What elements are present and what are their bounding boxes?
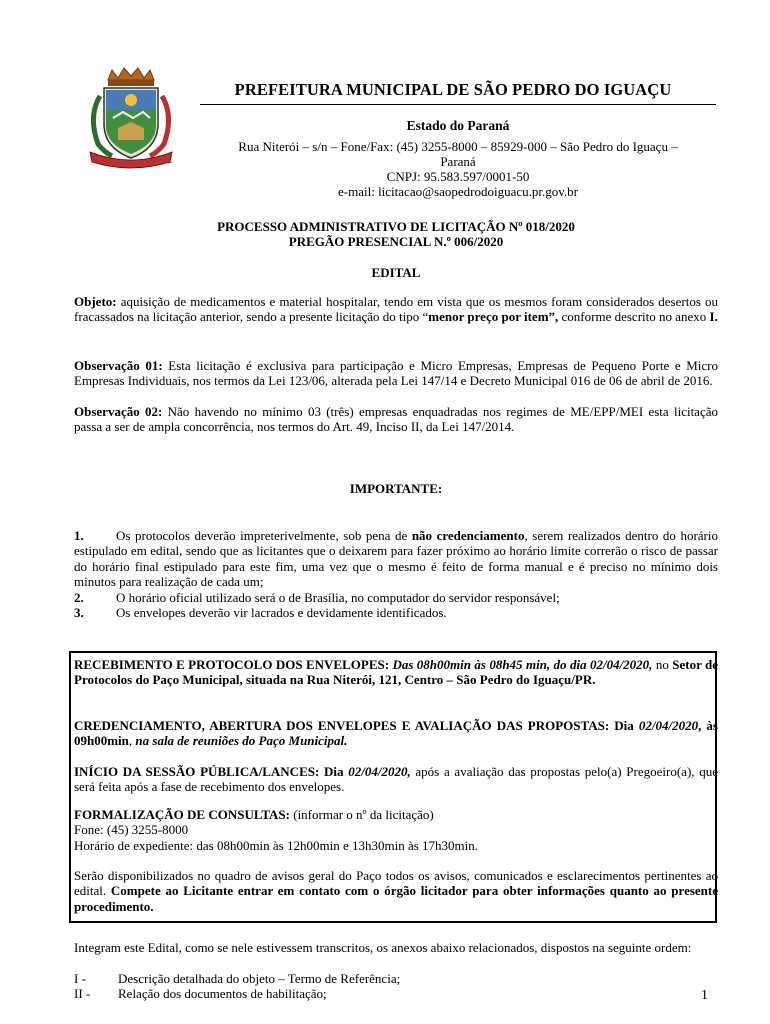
process-number: PROCESSO ADMINISTRATIVO DE LICITAÇÃO Nº 018/2020 (217, 219, 575, 234)
avisos-text: Serão disponibilizados no quadro de avisos geral do Paço todos os avisos, comunicados e esclarecimentos pertinentes ao edital. (74, 868, 718, 899)
anexo-i-number: I - (74, 971, 86, 986)
process-heading (74, 219, 718, 249)
office-hours: Horário de expediente: das 08h00min às 12h00min e 13h30min às 17h30min. (74, 837, 479, 853)
objeto-text-2: conforme descrito no anexo (558, 309, 710, 325)
objeto-annex: I. (709, 309, 718, 325)
credenciamento-time: , às 09h00min (74, 718, 718, 749)
item-3-text: Os envelopes deverão vir lacrados e devidamente identificados. (116, 605, 447, 620)
header-contact-block (200, 118, 716, 199)
recebimento-label: RECEBIMENTO E PROTOCOLO DOS ENVELOPES: (74, 657, 390, 672)
credenciamento-dia: Dia (609, 718, 639, 733)
item-1-number: 1. (74, 528, 84, 543)
anexos-intro: Integram este Edital, como se nele estivessem transcritos, os anexos abaixo relacionados, dispostos na seguinte ordem: (74, 940, 692, 955)
observation-1 (74, 358, 718, 389)
formalizacao-text: (informar o nº da licitação) (289, 807, 434, 822)
credenciamento-label: CREDENCIAMENTO, ABERTURA DOS ENVELOPES E AVALIAÇÃO DAS PROPOSTAS: (74, 718, 610, 733)
phone-line: Fone: (45) 3255-8000 (74, 822, 189, 838)
formalizacao-label: FORMALIZAÇÃO DE CONSULTAS: (74, 807, 290, 822)
item-1-bold: não credenciamento (411, 528, 525, 543)
inicio-date: 02/04/2020, (348, 764, 411, 779)
state-name: Estado do Paraná (406, 118, 510, 133)
page-number: 1 (701, 988, 708, 1003)
formalizacao-paragraph (74, 807, 718, 853)
importante-item-1 (74, 528, 718, 589)
recebimento-no: no (652, 657, 673, 672)
item-2-number: 2. (74, 590, 84, 605)
prefecture-title: PREFEITURA MUNICIPAL DE SÃO PEDRO DO IGUAÇU (234, 80, 672, 99)
obs1-label: Observação 01: (74, 358, 163, 373)
cnpj: CNPJ: 95.583.597/0001-50 (386, 169, 530, 184)
obs2-text: Não havendo no mínimo 03 (três) empresas enquadradas nos regimes de ME/EPP/MEI esta licitação passa a ser de ampla concorrência, nos termos do Art. 49, Inciso II, da Lei 147/2014. (74, 404, 718, 435)
recebimento-time: Das 08h00min às 08h45 min, do dia 02/04/2020, (389, 657, 653, 672)
objeto-type: menor preço por item”, (428, 309, 559, 325)
avisos-bold: Compete ao Licitante entrar em contato com o órgão licitador para obter informações quanto ao presente procedimento. (74, 883, 718, 914)
item-1-text-2: , serem realizados dentro do horário estipulado em edital, sendo que as licitantes que o deixarem para fazer próximo ao horário limite correrão o risco de passar do horário final estipulado para este fim, uma vez que o mesmo é feito de forma manual e é preciso no mínimo dois minutos para realização de cada um; (74, 528, 718, 589)
importante-item-2 (74, 590, 718, 605)
recebimento-paragraph (74, 657, 718, 688)
objeto-paragraph (74, 294, 718, 325)
importante-item-3 (74, 605, 718, 620)
credenciamento-comma: , (128, 733, 136, 749)
anexo-i (74, 971, 718, 986)
credenciamento-date: 02/04/2020 (638, 718, 699, 733)
obs2-label: Observação 02: (74, 404, 163, 419)
anexo-ii-text: Relação dos documentos de habilitação; (118, 986, 327, 1001)
address-line-2: Paraná (440, 154, 476, 169)
pregao-number: PREGÃO PRESENCIAL N.º 006/2020 (288, 234, 504, 249)
credenciamento-paragraph (74, 718, 718, 749)
address-line-1: Rua Niterói – s/n – Fone/Fax: (45) 3255-8000 – 85929-000 – São Pedro do Iguaçu – (238, 139, 678, 154)
objeto-label: Objeto: (74, 294, 117, 309)
item-1-text: Os protocolos deverão impreterivelmente, sob pena de (116, 528, 412, 543)
objeto-text: aquisição de medicamentos e material hospitalar, tendo em vista que os mesmos foram considerados desertos ou fracassados na licitação anterior, sendo a presente licitação do tipo “ (74, 294, 718, 325)
email: e-mail: licitacao@saopedrodoiguacu.pr.gov.br (338, 184, 578, 199)
item-3-number: 3. (74, 605, 84, 620)
obs1-text: Esta licitação é exclusiva para participação e Micro Empresas, Empresas de Pequeno Porte e Micro Empresas Individuais, nos termos da Lei 123/06, alterada pela Lei 147/14 e Decreto Municipal 016 de 06 de abril de 2016. (74, 358, 719, 389)
inicio-text: após a avaliação das propostas pelo(a) Pregoeiro(a), que será feita após a fase de recebimento dos envelopes. (74, 764, 718, 795)
importante-heading: IMPORTANTE: (349, 481, 443, 496)
observation-2 (74, 404, 718, 435)
inicio-dia: Dia (319, 764, 349, 779)
anexo-i-text: Descrição detalhada do objeto – Termo de Referência; (118, 971, 401, 986)
recebimento-place: Setor de Protocolos do Paço Municipal, situada na Rua Niterói, 121, Centro – São Pedro do Iguaçu/PR. (74, 657, 718, 688)
avisos-paragraph (74, 868, 718, 914)
inicio-label: INÍCIO DA SESSÃO PÚBLICA/LANCES: (74, 764, 320, 779)
municipal-crest-logo (78, 66, 184, 170)
inicio-sessao-paragraph (74, 764, 718, 795)
credenciamento-place: na sala de reuniões do Paço Municipal. (135, 733, 348, 749)
header-divider (200, 104, 716, 105)
edital-heading: EDITAL (371, 265, 421, 280)
item-2-text: O horário oficial utilizado será o de Brasília, no computador do servidor responsável; (116, 590, 560, 605)
anexo-ii-number: II - (74, 986, 91, 1001)
anexo-ii (74, 986, 718, 1001)
